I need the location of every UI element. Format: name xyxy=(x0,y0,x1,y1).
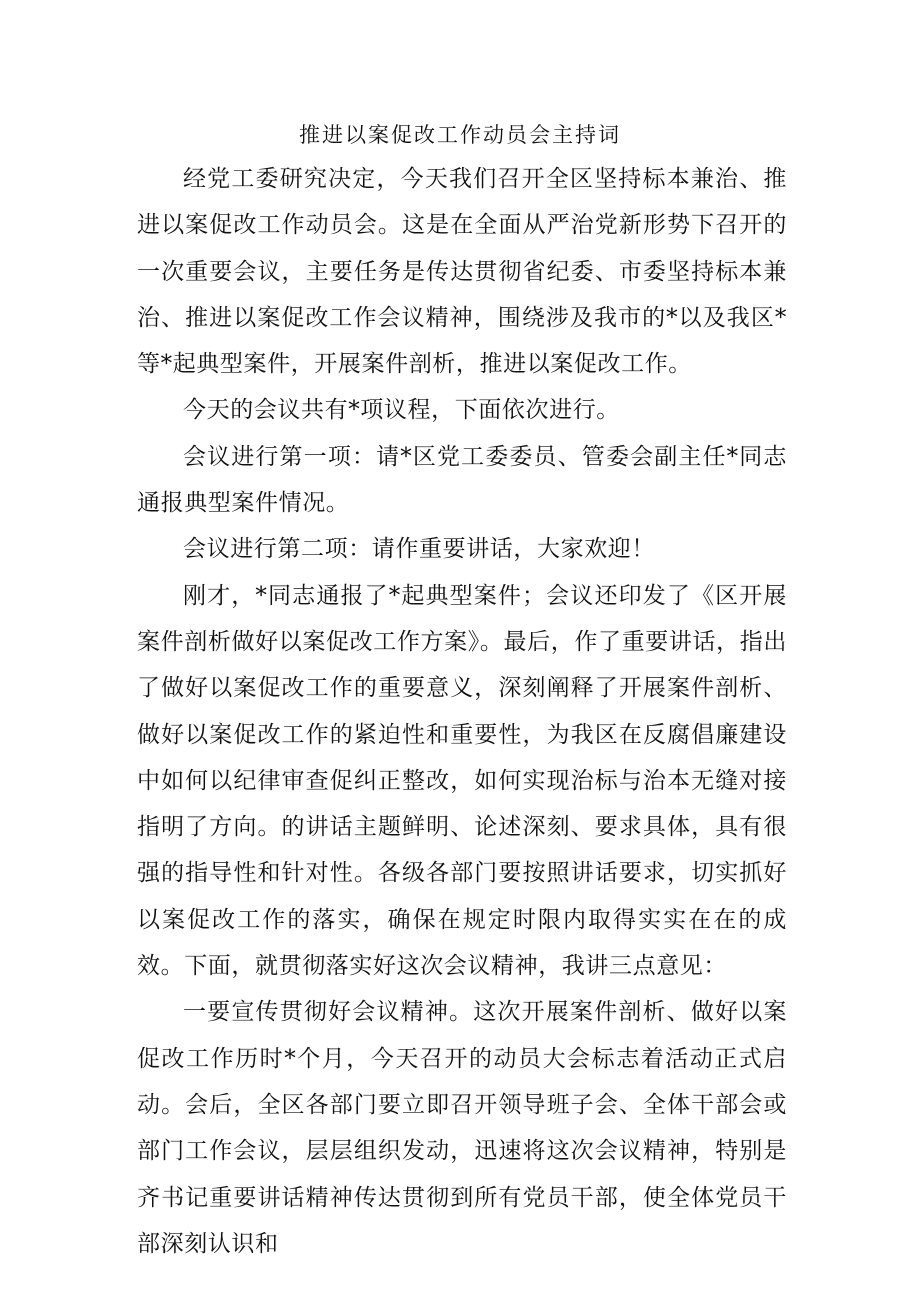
paragraph-point-one: 一要宣传贯彻好会议精神。这次开展案件剖析、做好以案促改工作历时*个月，今天召开的动员大会标志着活动正式启动。会后，全区各部门要立即召开领导班子会、全体干部会或部门工作会议，层层组织发动，迅速将这次会议精神，特别是齐书记重要讲话精神传达贯彻到所有党员干部，使全体党员干部深刻认识和 xyxy=(137,999,787,1257)
document-title: 推进以案促改工作动员会主持词 xyxy=(299,123,621,147)
paragraph-opening: 经党工委研究决定，今天我们召开全区坚持标本兼治、推进以案促改工作动员会。这是在全面从严治党新形势下召开的一次重要会议，主要任务是传达贯彻省纪委、市委坚持标本兼治、推进以案促改工作会议精神，围绕涉及我市的*以及我区*等*起典型案件，开展案件剖析，推进以案促改工作。 xyxy=(137,166,787,378)
paragraph-agenda: 今天的会议共有*项议程，下面依次进行。 xyxy=(183,397,620,424)
paragraph-summary: 刚才，*同志通报了*起典型案件；会议还印发了《区开展案件剖析做好以案促改工作方案》。最后，作了重要讲话，指出了做好以案促改工作的重要意义，深刻阐释了开展案件剖析、做好以案促改工作的紧迫性和重要性，为我区在反腐倡廉建设中如何以纪律审查促纠正整改，如何实现治标与治本无缝对接指明了方向。的讲话主题鲜明、论述深刻、要求具体，具有很强的指导性和针对性。各级各部门要按照讲话要求，切实抓好以案促改工作的落实，确保在规定时限内取得实实在在的成效。下面，就贯彻落实好这次会议精神，我讲三点意见： xyxy=(137,582,787,980)
document-body xyxy=(137,156,787,1267)
paragraph-item-one: 会议进行第一项：请*区党工委委员、管委会副主任*同志通报典型案件情况。 xyxy=(137,443,787,517)
paragraph-item-two: 会议进行第二项：请作重要讲话，大家欢迎！ xyxy=(183,536,655,563)
